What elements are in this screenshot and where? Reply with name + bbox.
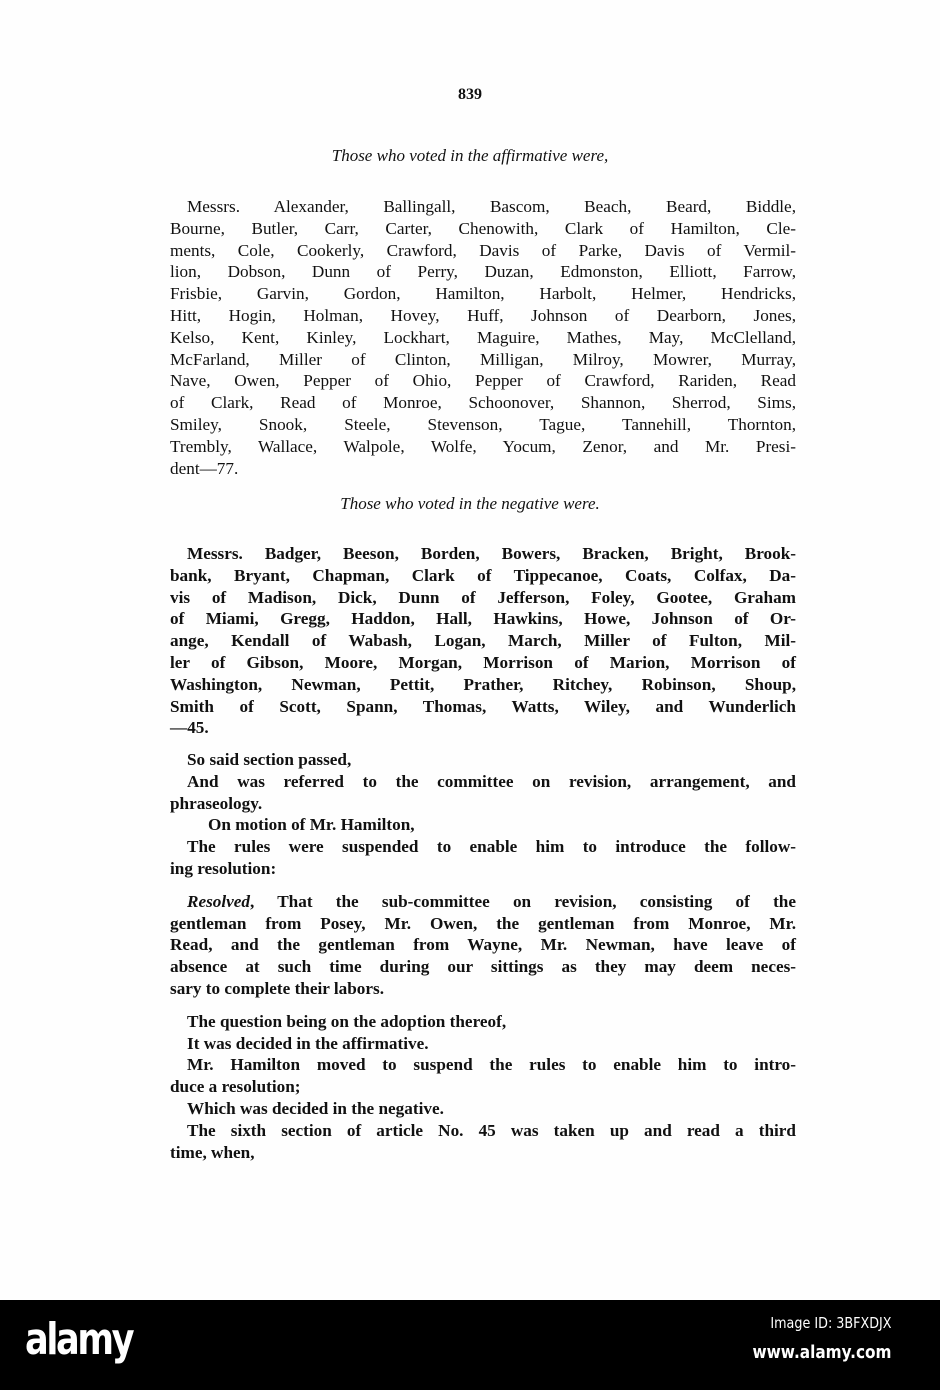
text-line: Smiley, Snook, Steele, Stevenson, Tague, Tannehill, Thornton, (170, 414, 796, 434)
text-line: McFarland, Miller of Clinton, Milligan, Milroy, Mowrer, Murray, (170, 349, 796, 369)
page-number: 839 (458, 86, 482, 103)
alamy-logo: alamy (25, 1314, 133, 1365)
text-line: lion, Dobson, Dunn of Perry, Duzan, Edmonston, Elliott, Farrow, (170, 262, 796, 282)
text-line: Messrs. Alexander, Ballingall, Bascom, Beach, Beard, Biddle, (187, 197, 796, 216)
watermark-banner (0, 1300, 940, 1390)
text-line: Frisbie, Garvin, Gordon, Hamilton, Harbolt, Helmer, Hendricks, (170, 284, 796, 304)
paragraph (170, 814, 796, 836)
text-line: The sixth section of article No. 45 was taken up and read a third (187, 1120, 796, 1140)
text-line: Which was decided in the negative. (187, 1098, 444, 1118)
paragraph (170, 891, 796, 1000)
text-line: gentleman from Posey, Mr. Owen, the gentleman from Monroe, Mr. (170, 913, 796, 933)
text-line: Hitt, Hogin, Holman, Hovey, Huff, Johnson of Dearborn, Jones, (170, 305, 796, 325)
text-line: The question being on the adoption thereof, (187, 1011, 507, 1031)
text-line: Messrs. Badger, Beeson, Borden, Bowers, Bracken, Bright, Brook- (187, 544, 796, 563)
text-line: bank, Bryant, Chapman, Clark of Tippecanoe, Coats, Colfax, Da- (170, 565, 796, 585)
text-line: ing resolution: (170, 858, 277, 878)
negative-heading: Those who voted in the negative were. (340, 494, 600, 513)
text-span: , That the sub-committee on revision, consisting of the (250, 891, 796, 911)
paragraph (170, 771, 796, 815)
text-line: —45. (170, 718, 209, 738)
text-line: Kelso, Kent, Kinley, Lockhart, Maguire, Mathes, May, McClelland, (170, 327, 796, 347)
paragraph (170, 1054, 796, 1098)
text-line (170, 891, 796, 913)
text-line: Washington, Newman, Pettit, Prather, Ritchey, Robinson, Shoup, (170, 674, 796, 694)
text-line: phraseology. (170, 793, 263, 813)
site-url: www.alamy.com (753, 1342, 892, 1363)
text-line: vis of Madison, Dick, Dunn of Jefferson, Foley, Gootee, Graham (170, 587, 796, 607)
paragraph (170, 1011, 796, 1033)
text-line: Trembly, Wallace, Walpole, Wolfe, Yocum, Zenor, and Mr. Presi- (170, 436, 796, 456)
affirmative-heading: Those who voted in the affirmative were, (331, 146, 609, 165)
text-line: So said section passed, (187, 750, 352, 769)
paragraph (170, 749, 796, 771)
text-line: sary to complete their labors. (170, 978, 385, 998)
text-line: Mr. Hamilton moved to suspend the rules to enable him to intro- (187, 1055, 796, 1075)
text-line: Nave, Owen, Pepper of Ohio, Pepper of Crawford, Rariden, Read (170, 371, 796, 391)
text-line: ange, Kendall of Wabash, Logan, March, Miller of Fulton, Mil- (170, 631, 796, 651)
resolved-label: Resolved (187, 891, 251, 911)
text-line: Smith of Scott, Spann, Thomas, Watts, Wiley, and Wunderlich (170, 696, 796, 716)
paragraph (170, 836, 796, 880)
text-line: On motion of Mr. Hamilton, (208, 815, 415, 835)
affirmative-list (170, 196, 796, 479)
proceedings (170, 749, 796, 1163)
text-line: absence at such time during our sittings as they may deem neces- (170, 957, 796, 977)
image-id: Image ID: 3BFXDJX (770, 1314, 892, 1332)
text-line: Bourne, Butler, Carr, Carter, Chenowith, Clark of Hamilton, Cle- (170, 218, 796, 238)
text-line: And was referred to the committee on revision, arrangement, and (187, 771, 796, 791)
text-line: of Miami, Gregg, Haddon, Hall, Hawkins, Howe, Johnson of Or- (170, 609, 796, 629)
paragraph (170, 1120, 796, 1164)
text-line: dent—77. (170, 458, 239, 478)
text-line: of Clark, Read of Monroe, Schoonover, Shannon, Sherrod, Sims, (170, 393, 796, 413)
text-line: time, when, (170, 1142, 255, 1162)
text-line: ler of Gibson, Moore, Morgan, Morrison of Marion, Morrison of (170, 652, 796, 672)
negative-list (170, 543, 796, 739)
paragraph (170, 1033, 796, 1055)
text-line: It was decided in the affirmative. (187, 1033, 429, 1053)
paragraph (170, 1098, 796, 1120)
text-line: The rules were suspended to enable him to introduce the follow- (187, 837, 796, 857)
text-line: ments, Cole, Cookerly, Crawford, Davis of Parke, Davis of Vermil- (170, 240, 796, 260)
text-line: Read, and the gentleman from Wayne, Mr. Newman, have leave of (170, 935, 796, 955)
text-line: duce a resolution; (170, 1077, 301, 1097)
